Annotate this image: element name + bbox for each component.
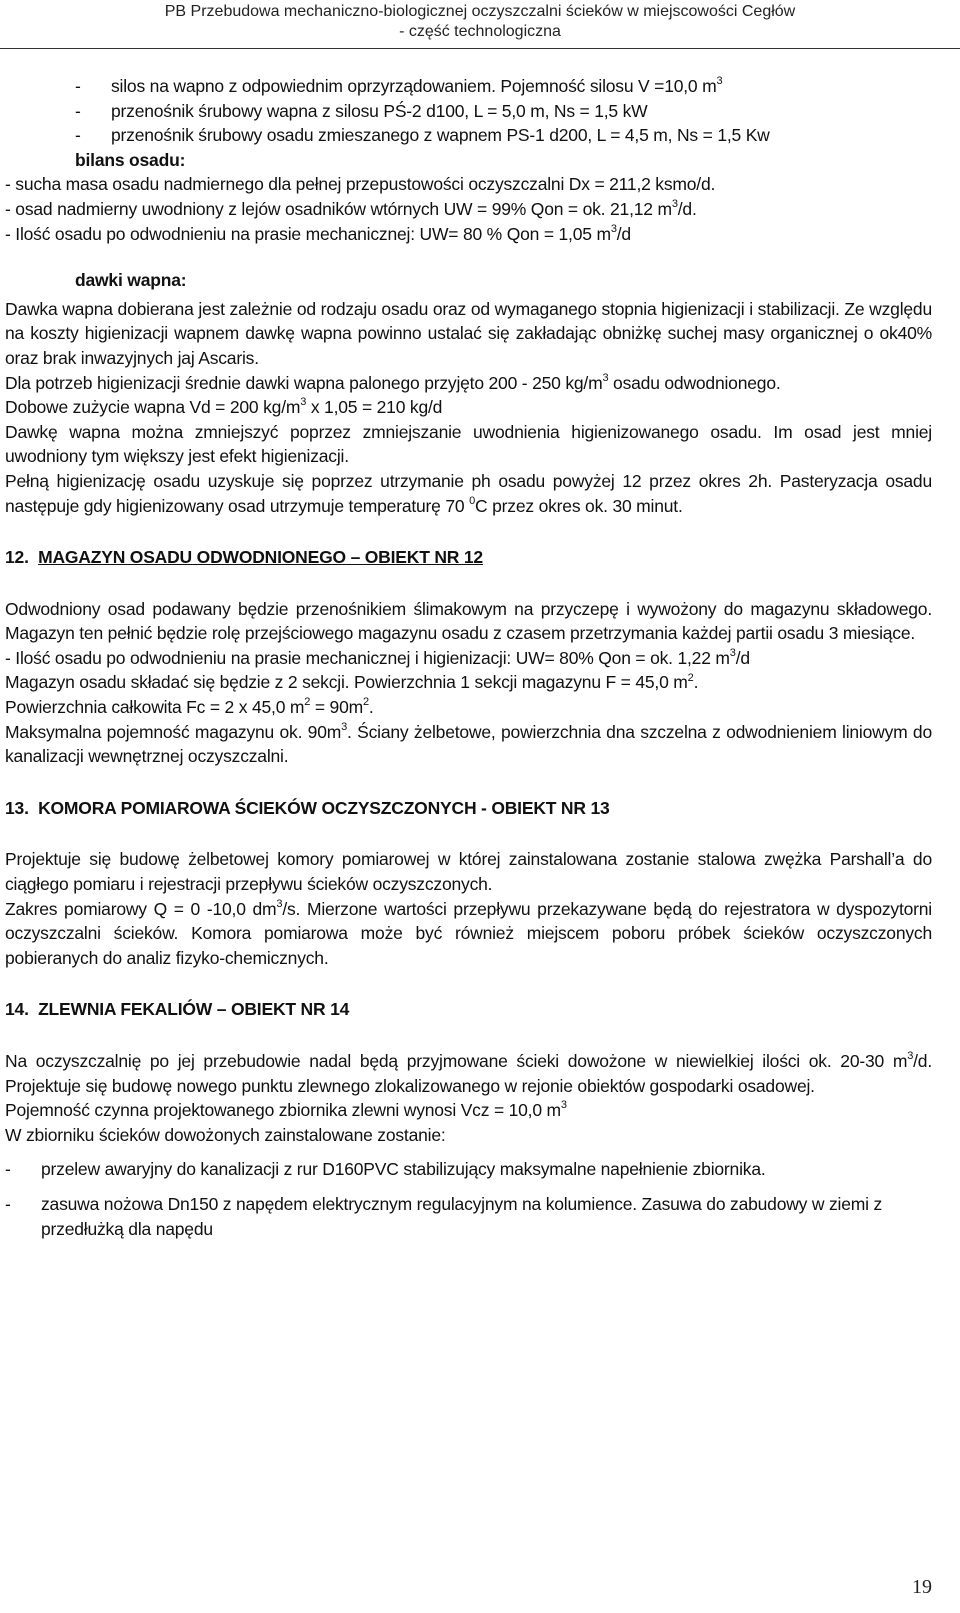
list-item: - silos na wapno z odpowiednim oprzyrządowaniem. Pojemność silosu V =10,0 $m^3$	[75, 75, 723, 96]
paragraph: Projektuje się budowę żelbetowej komory pomiarowej w której zainstalowana zostanie stalowa zwężka Parshall’a do ciągłego pomiaru i rejestracji przepływu ścieków oczyszczonych.	[5, 849, 932, 895]
section-heading-14: 14. ZLEWNIA FEKALIÓW – OBIEKT NR 14	[5, 999, 350, 1020]
paragraph: - Ilość osadu po odwodnieniu na prasie mechanicznej i higienizacji: UW= 80% Qon = ok. 1,22 $m^3/d$	[5, 647, 750, 668]
paragraph: Dla potrzeb higienizacji średnie dawki wapna palonego przyjęto 200 - 250 $kg/m^3$ osadu odwodnionego.	[5, 371, 781, 393]
header-divider	[0, 48, 960, 49]
header-title: PB Przebudowa mechaniczno-biologicznej oczyszczalni ścieków w miejscowości Cegłów	[164, 3, 796, 20]
paragraph: Maksymalna pojemność magazynu ok. $90m^3$. Ściany żelbetowe, powierzchnia dna szczelna z odwodnieniem liniowym do kanalizacji wewnętrznej oczyszczalni.	[5, 720, 932, 767]
subheading-dawki: dawki wapna:	[75, 270, 187, 291]
bilans-line: - Ilość osadu po odwodnieniu na prasie mechanicznej: UW= 80 % Qon = 1,05 $m^3/d$	[5, 222, 631, 244]
bilans-line: - osad nadmierny uwodniony z lejów osadników wtórnych UW = 99% Qon = ok. 21,12 $m^3/d$.	[5, 198, 697, 219]
document-body	[5, 74, 932, 1241]
list-item: - przenośnik śrubowy wapna z silosu PŚ-2 d100, L = 5,0 m, Ns = 1,5 kW	[75, 100, 648, 121]
paragraph: Pełną higienizację osadu uzyskuje się poprzez utrzymanie ph osadu powyżej 12 przez okres 2h. Pasteryzacja osadu następuje gdy higienizowany osad utrzymuje temperaturę 70 $^0$C przez okres ok. 30 minut.	[5, 470, 932, 516]
paragraph: Odwodniony osad podawany będzie przenośnikiem ślimakowym na przyczepę i wywożony do magazynu składowego. Magazyn ten pełnić będzie rolę przejściowego magazynu osadu z czasem przetrzymania każdej partii osadu 3 miesiące.	[5, 598, 932, 644]
bilans-line: - sucha masa osadu nadmiernego dla pełnej przepustowości oczyszczalni Dx = 211,2 ksmo/d.	[5, 174, 716, 195]
section-heading-13: 13. KOMORA POMIAROWA ŚCIEKÓW OCZYSZCZONYCH - OBIEKT NR 13	[5, 797, 610, 818]
paragraph: Pojemność czynna projektowanego zbiornika zlewni wynosi Vcz = 10,0 $m^3$	[5, 1099, 567, 1121]
paragraph: Dawka wapna dobierana jest zależnie od rodzaju osadu oraz od wymaganego stopnia higienizacji i stabilizacji. Ze względu na koszty higienizacji wapnem dawkę wapna powinno ustalać się zakładając obniżkę suchej masy organicznej o ok40% oraz brak inwazyjnych jaj Ascaris.	[5, 298, 932, 368]
paragraph: Dawkę wapna można zmniejszyć poprzez zmniejszanie uwodnienia higienizowanego osadu. Im osad jest mniej uwodniony tym większy jest efekt higienizacji.	[5, 421, 932, 467]
paragraph: Magazyn osadu składać się będzie z 2 sekcji. Powierzchnia 1 sekcji magazynu F = 45,0 $m^2$.	[5, 671, 699, 693]
subheading-bilans: bilans osadu:	[75, 149, 186, 170]
paragraph: Dobowe zużycie wapna Vd = 200 $kg/m^3$ x 1,05 = 210 kg/d	[5, 396, 443, 418]
list-item: - zasuwa nożowa Dn150 z napędem elektrycznym regulacyjnym na kolumience. Zasuwa do zabudowy w ziemi z przedłużką dla napędu	[5, 1193, 883, 1239]
header-subtitle: - część technologiczna	[399, 23, 561, 40]
paragraph: Powierzchnia całkowita Fc = 2 x 45,0 $m^2 = 90m^2$.	[5, 696, 374, 718]
paragraph: Zakres pomiarowy Q = 0 -10,0 $dm^3/s$. Mierzone wartości przepływu przekazywane będą do rejestratora w dyspozytorni oczyszczalni ścieków. Komora pomiarowa może być również miejscem poboru próbek ścieków oczyszczonych pobieranych do analiz fizyko-chemicznych.	[5, 897, 932, 968]
list-item: - przelew awaryjny do kanalizacji z rur D160PVC stabilizujący maksymalne napełnienie zbiornika.	[5, 1159, 766, 1180]
page-number: 19	[912, 1576, 932, 1598]
page-header	[0, 2, 960, 42]
section-heading-12: 12. MAGAZYN OSADU ODWODNIONEGO – OBIEKT NR 12	[5, 547, 483, 568]
paragraph: Na oczyszczalnię po jej przebudowie nadal będą przyjmowane ścieki dowożone w niewielkiej ilości ok. 20-30 $m^3/d$. Projektuje się budowę nowego punktu zlewnego zlokalizowanego w rejonie obiektów gospodarki osadowej.	[5, 1050, 932, 1096]
paragraph: W zbiorniku ścieków dowożonych zainstalowane zostanie:	[5, 1124, 446, 1145]
list-item: - przenośnik śrubowy osadu zmieszanego z wapnem PS-1 d200, L = 4,5 m, Ns = 1,5 Kw	[75, 125, 770, 146]
